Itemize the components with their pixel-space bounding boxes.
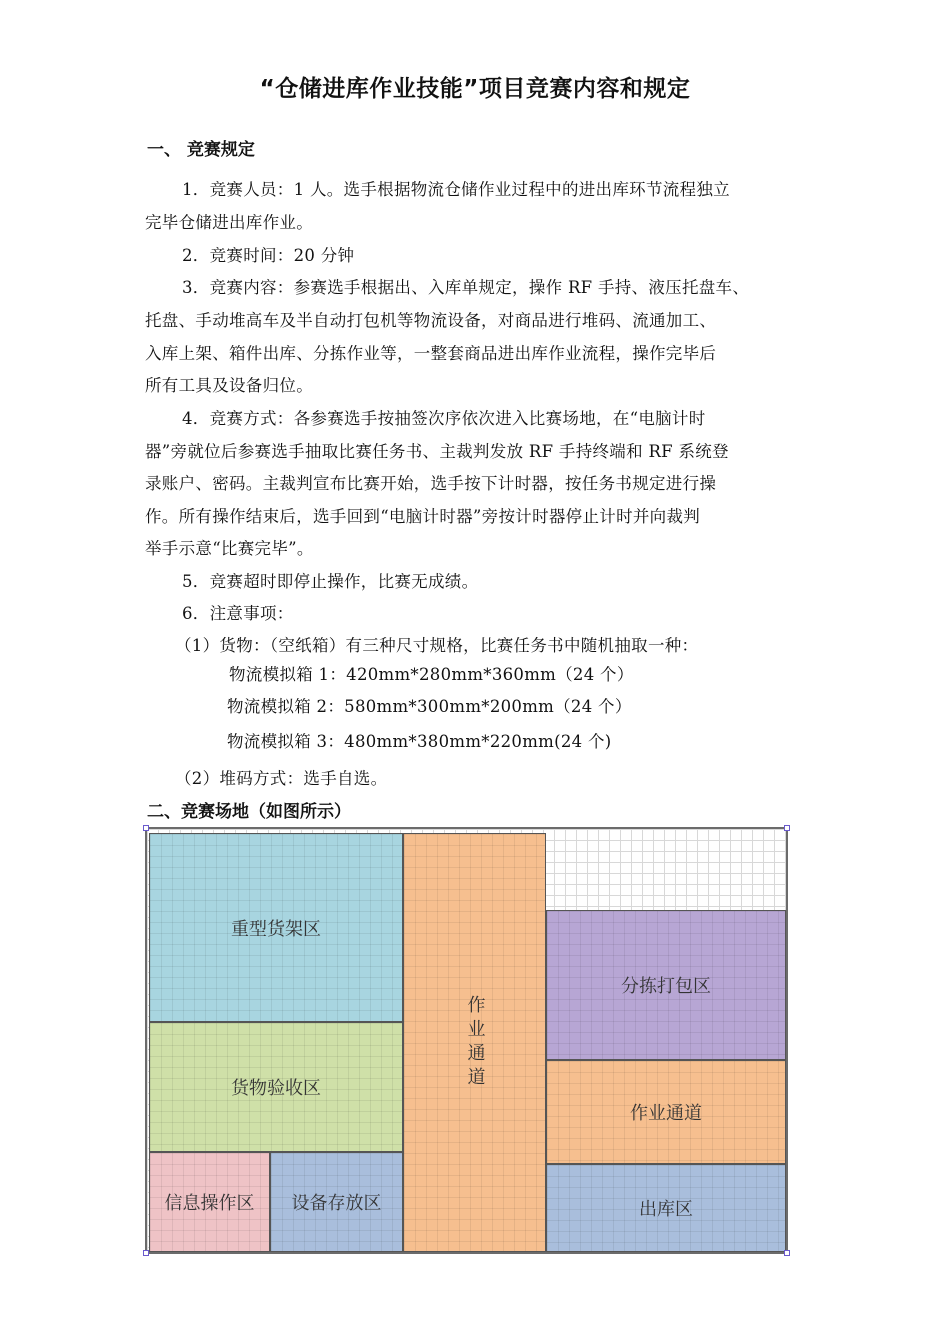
- rule-line: （2）堆码方式：选手自选。: [175, 769, 388, 788]
- rule-line: 1．竞赛人员：1 人。选手根据物流仓储作业过程中的进出库环节流程独立: [182, 180, 730, 199]
- zone-sorting-packing: [546, 910, 786, 1060]
- rule-line: 录账户、密码。主裁判宣布比赛开始，选手按下计时器，按任务书规定进行操: [145, 474, 717, 493]
- zone-work-aisle-horizontal: [546, 1060, 786, 1164]
- rule-line: 入库上架、箱件出库、分拣作业等，一整套商品进出库作业流程，操作完毕后: [145, 344, 717, 363]
- zone-label: 设备存放区: [291, 1193, 382, 1214]
- rule-line: 完毕仓储进出库作业。: [145, 213, 313, 232]
- zone-label: 分拣打包区: [621, 976, 711, 997]
- zone-receiving: [149, 1022, 403, 1152]
- zone-heavy-rack: [149, 833, 403, 1022]
- rule-line: 器”旁就位后参赛选手抽取比赛任务书、主裁判发放 RF 手持终端和 RF 系统登: [145, 442, 729, 461]
- zone-equipment-storage: [270, 1152, 403, 1252]
- rule-line: 托盘、手动堆高车及半自动打包机等物流设备，对商品进行堆码、流通加工、: [145, 311, 717, 330]
- rule-line: 物流模拟箱 3：480mm*380mm*220mm(24 个): [227, 732, 612, 751]
- rule-line: 2．竞赛时间：20 分钟: [182, 246, 355, 265]
- section-heading-venue: 二、竞赛场地（如图所示）: [147, 802, 351, 822]
- rule-line: 6．注意事项：: [182, 604, 294, 623]
- zone-label: 出库区: [639, 1199, 693, 1220]
- venue-floor-plan: [145, 827, 788, 1254]
- zone-label: 作业通道: [630, 1103, 702, 1124]
- rule-line: 物流模拟箱 2：580mm*300mm*200mm（24 个）: [227, 697, 632, 716]
- rule-line: 4．竞赛方式：各参赛选手按抽签次序依次进入比赛场地，在“电脑计时: [182, 409, 706, 428]
- selection-handle: [143, 825, 149, 831]
- rule-line: （1）货物：（空纸箱）有三种尺寸规格，比赛任务书中随机抽取一种：: [175, 636, 699, 655]
- rule-line: 举手示意“比赛完毕”。: [145, 539, 314, 558]
- rule-line: 5．竞赛超时即停止操作，比赛无成绩。: [182, 572, 479, 591]
- zone-label: 作业通道: [464, 994, 486, 1091]
- rule-line: 所有工具及设备归位。: [145, 376, 313, 395]
- section-heading-rules: 一、 竞赛规定: [147, 140, 255, 160]
- zone-label: 货物验收区: [231, 1078, 321, 1099]
- selection-handle: [784, 825, 790, 831]
- rule-line: 3．竞赛内容：参赛选手根据出、入库单规定，操作 RF 手持、液压托盘车、: [182, 278, 750, 297]
- zone-work-aisle-vertical: [403, 833, 546, 1252]
- zone-info-operations: [149, 1152, 270, 1252]
- rule-line: 作。所有操作结束后，选手回到“电脑计时器”旁按计时器停止计时并向裁判: [145, 507, 701, 526]
- document-title: “仓储进库作业技能”项目竞赛内容和规定: [259, 76, 691, 102]
- zone-outbound: [546, 1164, 786, 1252]
- selection-handle: [143, 1250, 149, 1256]
- selection-handle: [784, 1250, 790, 1256]
- zone-label: 重型货架区: [231, 918, 321, 940]
- zone-label: 信息操作区: [164, 1193, 255, 1214]
- rule-line: 物流模拟箱 1：420mm*280mm*360mm（24 个）: [229, 665, 634, 684]
